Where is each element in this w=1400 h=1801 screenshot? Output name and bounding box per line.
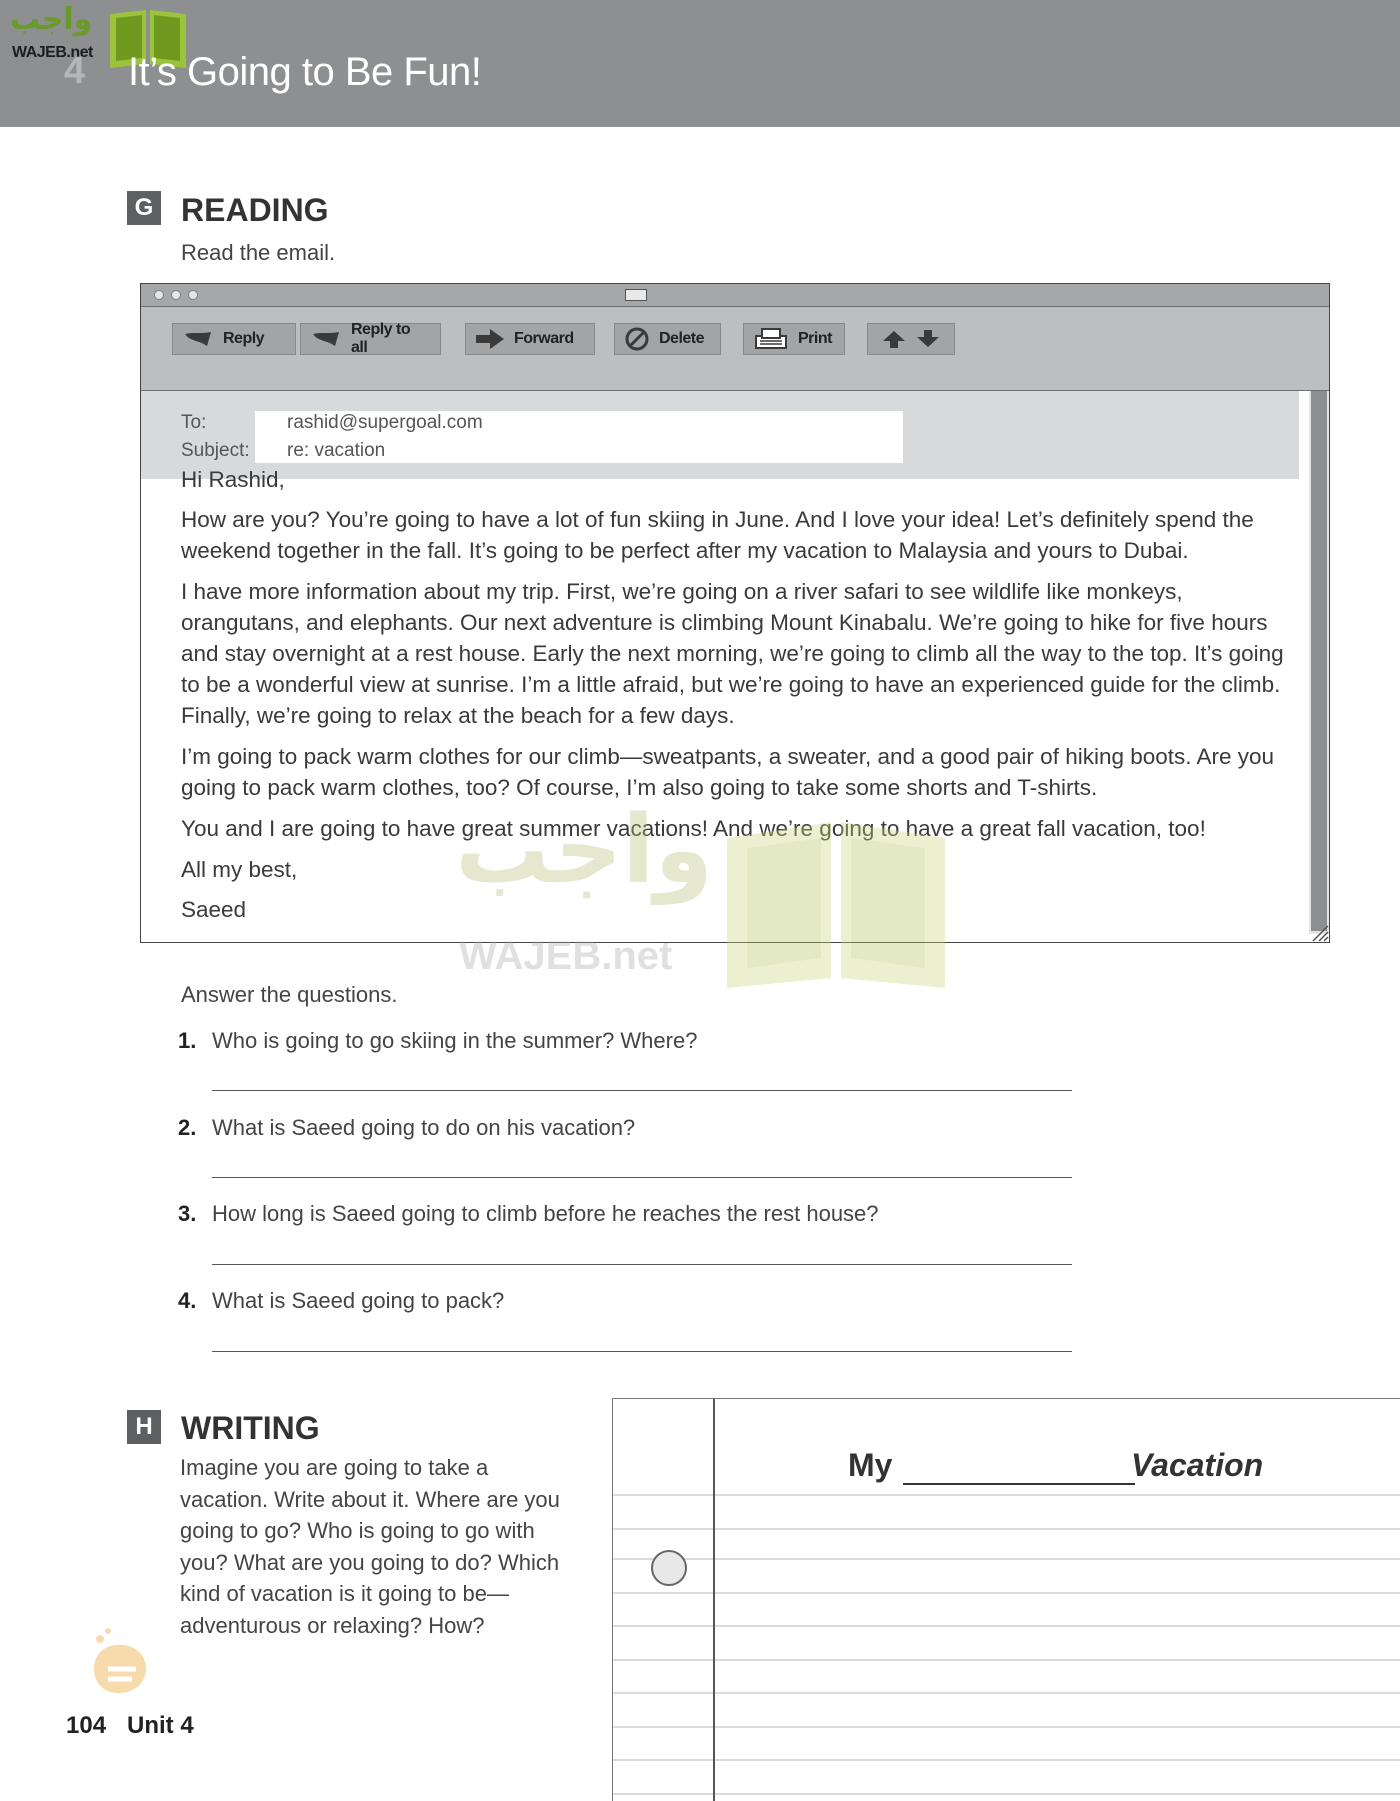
publisher-logo-icon (86, 1625, 152, 1701)
question-number: 1. (178, 1028, 197, 1053)
answer-line[interactable] (212, 1264, 1072, 1265)
section-letter-h: H (127, 1410, 161, 1444)
email-toolbar (141, 307, 1329, 391)
to-label: To: (181, 412, 207, 433)
watermark-book-icon (723, 818, 949, 988)
print-button[interactable] (743, 323, 845, 355)
scrollbar-thumb[interactable] (1311, 391, 1327, 931)
watermark-arabic-text: واجب (455, 796, 713, 905)
page-number: 104 (66, 1712, 107, 1739)
wajeb-watermark (455, 796, 955, 988)
subject-label: Subject: (181, 440, 250, 461)
window-dot-close[interactable] (154, 290, 164, 300)
arrow-down-icon[interactable] (916, 329, 940, 349)
forward-arrow-icon (476, 329, 504, 349)
page-title: It’s Going to Be Fun! (128, 50, 482, 94)
unit-label: Unit 4 (127, 1712, 194, 1739)
answer-line[interactable] (212, 1351, 1072, 1352)
email-signature: Saeed (181, 897, 247, 922)
navigate-buttons (867, 323, 955, 355)
printer-icon (754, 328, 788, 350)
notebook-title-vacation: Vacation (1131, 1447, 1264, 1483)
email-paragraph: How are you? You’re going to have a lot of fun skiing in June. And I love your idea! Let’s definitely spend the weekend together in the fall. It’s going to be perfect after my vacation to Malaysia and yours to Dubai. (181, 507, 1254, 563)
question-number: 4. (178, 1288, 197, 1313)
question-number: 2. (178, 1115, 197, 1140)
question-text: What is Saeed going to pack? (212, 1288, 505, 1313)
email-paragraph: I’m going to pack warm clothes for our climb—sweatpants, a sweater, and a good pair of hiking boots. Are you going to pack warm clothes, too? Of course, I’m also going to take some shorts and T-shirts. (181, 744, 1275, 800)
header-bar (0, 0, 1400, 127)
question-text: How long is Saeed going to climb before he reaches the rest house? (212, 1201, 879, 1226)
notebook-margin-line (713, 1399, 715, 1801)
answer-line[interactable] (212, 1090, 1072, 1091)
reply-label: Reply (223, 330, 265, 347)
notebook-paper[interactable] (612, 1398, 1400, 1801)
reply-all-label: Reply to all (351, 321, 411, 356)
reply-all-icon (311, 330, 341, 348)
email-paragraph: You and I are going to have great summer vacations! And we’re going to have a great fall vacation, too! (181, 816, 1206, 841)
writing-title: WRITING (181, 1410, 320, 1446)
section-letter-g: G (127, 191, 161, 225)
delete-icon (625, 327, 649, 351)
writing-prompt: Imagine you are going to take a vacation. Write about it. Where are you going to go? Who is going to go with you? What are you going to do? Which kind of vacation is it going to be—adventurous or relaxing? How? (180, 1455, 560, 1638)
notebook-ruled-lines (613, 1399, 1400, 1801)
delete-label: Delete (659, 330, 705, 347)
reply-all-button[interactable] (300, 323, 441, 355)
notebook-title-my: My (848, 1447, 893, 1483)
window-dot-minimize[interactable] (171, 290, 181, 300)
binder-hole (651, 1550, 687, 1586)
print-label: Print (798, 330, 832, 347)
logo-latin-text: WAJEB.net (12, 44, 93, 61)
logo-arabic-text: واجب (10, 2, 93, 37)
email-scrollbar[interactable] (1309, 391, 1329, 934)
window-titlebar (141, 284, 1329, 307)
to-field[interactable]: rashid@supergoal.com (287, 412, 483, 433)
forward-label: Forward (514, 330, 574, 347)
question-text: Who is going to go skiing in the summer? Where? (212, 1028, 698, 1053)
email-signoff: All my best, (181, 857, 298, 882)
email-greeting: Hi Rashid, (181, 467, 285, 492)
email-paragraph: I have more information about my trip. First, we’re going on a river safari to see wildlife like monkeys, orangutans, and elephants. Our next adventure is climbing Mount Kinabalu. We’re going to hike for five hours and stay overnight at a rest house. Early the next morning, we’re going to climb all the way to the top. It’s going to be a wonderful view at sunrise. I’m a little afraid, but we’re going to have an experienced guide for the climb. Finally, we’re going to relax at the beach for a few days. (181, 579, 1284, 728)
window-dot-maximize[interactable] (188, 290, 198, 300)
question-text: What is Saeed going to do on his vacation? (212, 1115, 636, 1140)
arrow-up-icon[interactable] (882, 329, 906, 349)
envelope-icon (625, 289, 647, 301)
unit-number: 4 (64, 50, 86, 92)
watermark-latin-text: WAJEB.net (459, 934, 673, 978)
answer-line[interactable] (212, 1177, 1072, 1178)
reply-button[interactable] (172, 323, 296, 355)
question-number: 3. (178, 1201, 197, 1226)
resize-grip-icon[interactable] (1309, 922, 1329, 942)
subject-field[interactable]: re: vacation (287, 440, 386, 461)
questions-instruction: Answer the questions. (181, 982, 398, 1007)
forward-button[interactable] (465, 323, 595, 355)
delete-button[interactable] (614, 323, 721, 355)
notebook-title-blank[interactable] (903, 1483, 1135, 1485)
reading-title: READING (181, 192, 329, 228)
reading-instruction: Read the email. (181, 240, 336, 265)
reply-icon (183, 330, 213, 348)
